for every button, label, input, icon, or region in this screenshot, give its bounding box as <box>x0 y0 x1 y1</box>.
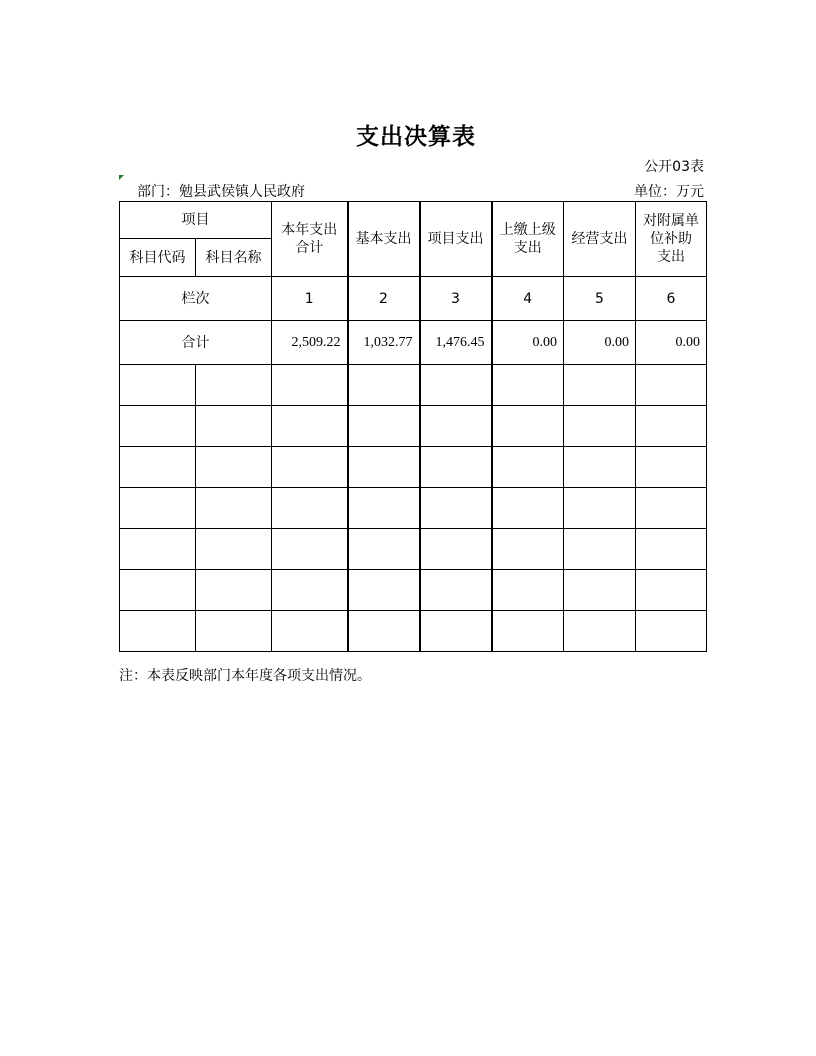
column-number: 1 <box>272 277 348 321</box>
total-value: 1,476.45 <box>420 321 492 365</box>
empty-cell <box>492 447 564 488</box>
page-title: 支出决算表 <box>356 124 476 150</box>
empty-cell <box>196 365 272 406</box>
header-subsidy-line3: 支出 <box>657 249 685 265</box>
total-value: 2,509.22 <box>272 321 348 365</box>
header-upper-line2: 支出 <box>513 240 542 256</box>
empty-cell <box>348 447 420 488</box>
total-value: 0.00 <box>564 321 636 365</box>
empty-cell <box>420 529 492 570</box>
empty-cell <box>564 529 636 570</box>
empty-cell <box>120 611 196 652</box>
empty-cell <box>348 570 420 611</box>
empty-cell <box>272 365 348 406</box>
empty-cell <box>272 611 348 652</box>
total-value: 0.00 <box>636 321 707 365</box>
unit-label: 单位：万元 <box>634 184 704 200</box>
total-row-label: 合计 <box>120 321 272 365</box>
table-row <box>120 611 707 652</box>
empty-cell <box>492 570 564 611</box>
total-row <box>120 321 707 365</box>
header-total <box>272 202 348 277</box>
empty-cell <box>120 447 196 488</box>
empty-cell <box>120 406 196 447</box>
empty-cell <box>636 570 707 611</box>
empty-cell <box>272 447 348 488</box>
empty-cell <box>420 611 492 652</box>
header-upper-line1: 上缴上级 <box>499 222 556 238</box>
empty-cell <box>196 488 272 529</box>
empty-cell <box>564 365 636 406</box>
empty-cell <box>348 611 420 652</box>
empty-cell <box>492 529 564 570</box>
empty-cell <box>492 611 564 652</box>
empty-rows <box>120 365 707 652</box>
department-label: 部门：勉县武侯镇人民政府 <box>137 184 305 200</box>
header-total-line2: 合计 <box>295 240 324 256</box>
empty-cell <box>636 447 707 488</box>
empty-cell <box>120 570 196 611</box>
table-row <box>120 529 707 570</box>
header-item: 项目 <box>120 202 272 239</box>
empty-cell <box>272 406 348 447</box>
empty-cell <box>564 406 636 447</box>
column-number: 2 <box>348 277 420 321</box>
footnote: 注：本表反映部门本年度各项支出情况。 <box>119 668 371 684</box>
header-project: 项目支出 <box>420 202 492 277</box>
table-row <box>120 365 707 406</box>
empty-cell <box>120 529 196 570</box>
empty-cell <box>420 447 492 488</box>
total-value: 0.00 <box>492 321 564 365</box>
empty-cell <box>348 488 420 529</box>
empty-cell <box>272 529 348 570</box>
header-subject-code: 科目代码 <box>120 239 196 277</box>
empty-cell <box>196 406 272 447</box>
column-number: 5 <box>564 277 636 321</box>
empty-cell <box>348 529 420 570</box>
header-row-top <box>120 202 707 239</box>
empty-cell <box>348 406 420 447</box>
column-number: 4 <box>492 277 564 321</box>
table-row <box>120 447 707 488</box>
header-basic: 基本支出 <box>348 202 420 277</box>
empty-cell <box>120 488 196 529</box>
empty-cell <box>196 447 272 488</box>
empty-cell <box>492 488 564 529</box>
empty-cell <box>348 365 420 406</box>
expenditure-table <box>119 201 707 652</box>
empty-cell <box>196 570 272 611</box>
header-subsidy-line1: 对附属单 <box>643 213 699 229</box>
header-operating: 经营支出 <box>564 202 636 277</box>
empty-cell <box>196 529 272 570</box>
empty-cell <box>420 570 492 611</box>
empty-cell <box>564 447 636 488</box>
total-value: 1,032.77 <box>348 321 420 365</box>
empty-cell <box>636 611 707 652</box>
form-code: 公开03表 <box>644 159 704 175</box>
empty-cell <box>196 611 272 652</box>
empty-cell <box>564 611 636 652</box>
column-number: 6 <box>636 277 707 321</box>
table-row <box>120 488 707 529</box>
header-upper <box>492 202 564 277</box>
empty-cell <box>636 406 707 447</box>
column-number: 3 <box>420 277 492 321</box>
header-subsidy-line2: 位补助 <box>650 231 692 247</box>
column-number-row <box>120 277 707 321</box>
table-row <box>120 570 707 611</box>
empty-cell <box>564 570 636 611</box>
empty-cell <box>636 529 707 570</box>
empty-cell <box>636 365 707 406</box>
cell-comment-marker <box>119 175 124 180</box>
empty-cell <box>492 365 564 406</box>
empty-cell <box>636 488 707 529</box>
column-row-label: 栏次 <box>120 277 272 321</box>
empty-cell <box>420 406 492 447</box>
header-subject-name: 科目名称 <box>196 239 272 277</box>
table-row <box>120 406 707 447</box>
empty-cell <box>420 365 492 406</box>
header-total-line1: 本年支出 <box>281 222 338 238</box>
empty-cell <box>564 488 636 529</box>
empty-cell <box>492 406 564 447</box>
empty-cell <box>272 488 348 529</box>
empty-cell <box>272 570 348 611</box>
empty-cell <box>420 488 492 529</box>
empty-cell <box>120 365 196 406</box>
header-subsidy <box>636 202 707 277</box>
